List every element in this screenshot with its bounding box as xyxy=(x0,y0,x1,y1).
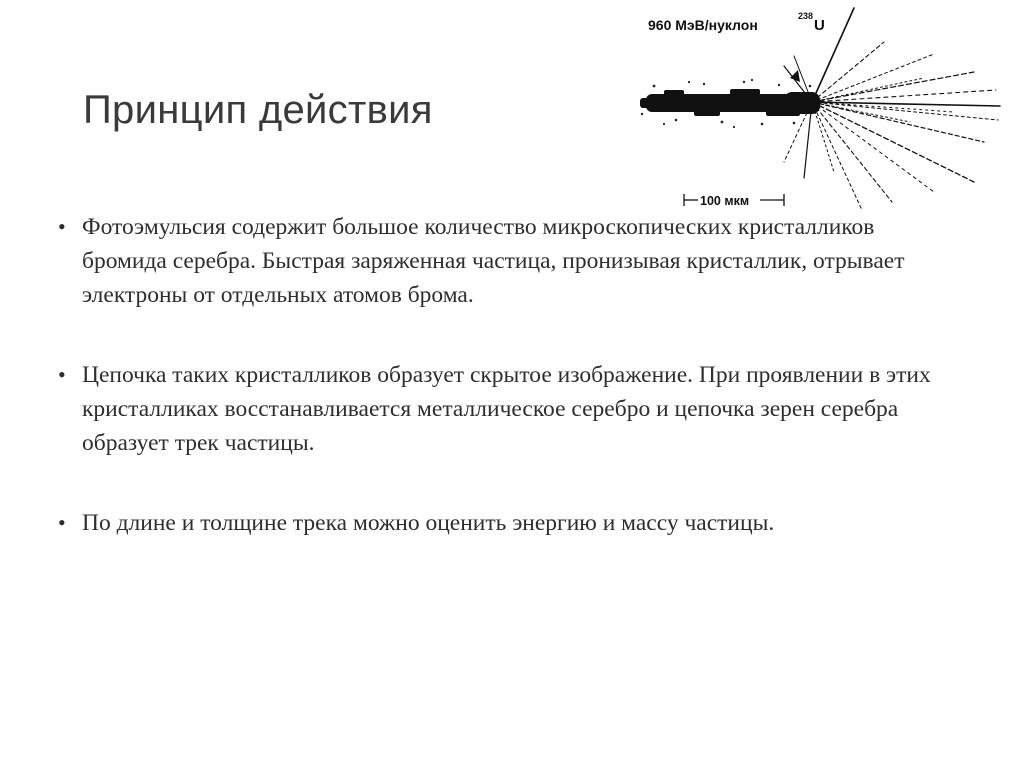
nuclear-track-photo-icon xyxy=(634,2,1006,214)
bullet-dot-icon: • xyxy=(58,362,66,387)
bullet-text: Фотоэмульсия содержит большое количество микроскопических кристалликов бромида серебра. Быстрая заряженная частица, пронизывая кристаллик, отрывает электроны от отдельных атомов брома. xyxy=(82,214,905,308)
bullet-text: Цепочка таких кристалликов образует скрытое изображение. При проявлении в этих кристалликах восстанавливается металлическое серебро и цепочка зерен серебра образует трек частицы. xyxy=(82,362,931,456)
energy-label: 960 МэВ/нуклон xyxy=(648,17,758,33)
bullet-item xyxy=(58,506,958,540)
slide-title: Принцип действия xyxy=(83,88,433,132)
isotope-symbol-label: U xyxy=(814,17,825,34)
primary-track xyxy=(640,89,820,116)
bullet-list xyxy=(58,210,958,540)
bullet-dot-icon: • xyxy=(58,214,66,239)
nuclear-track-figure xyxy=(634,2,1006,214)
bullet-dot-icon: • xyxy=(58,510,66,535)
scale-label: 100 мкм xyxy=(700,194,750,208)
bullet-text: По длине и толщине трека можно оценить энергию и массу частицы. xyxy=(82,510,775,536)
isotope-mass-label: 238 xyxy=(798,11,814,21)
bullet-item xyxy=(58,358,958,460)
bullet-item xyxy=(58,210,958,312)
